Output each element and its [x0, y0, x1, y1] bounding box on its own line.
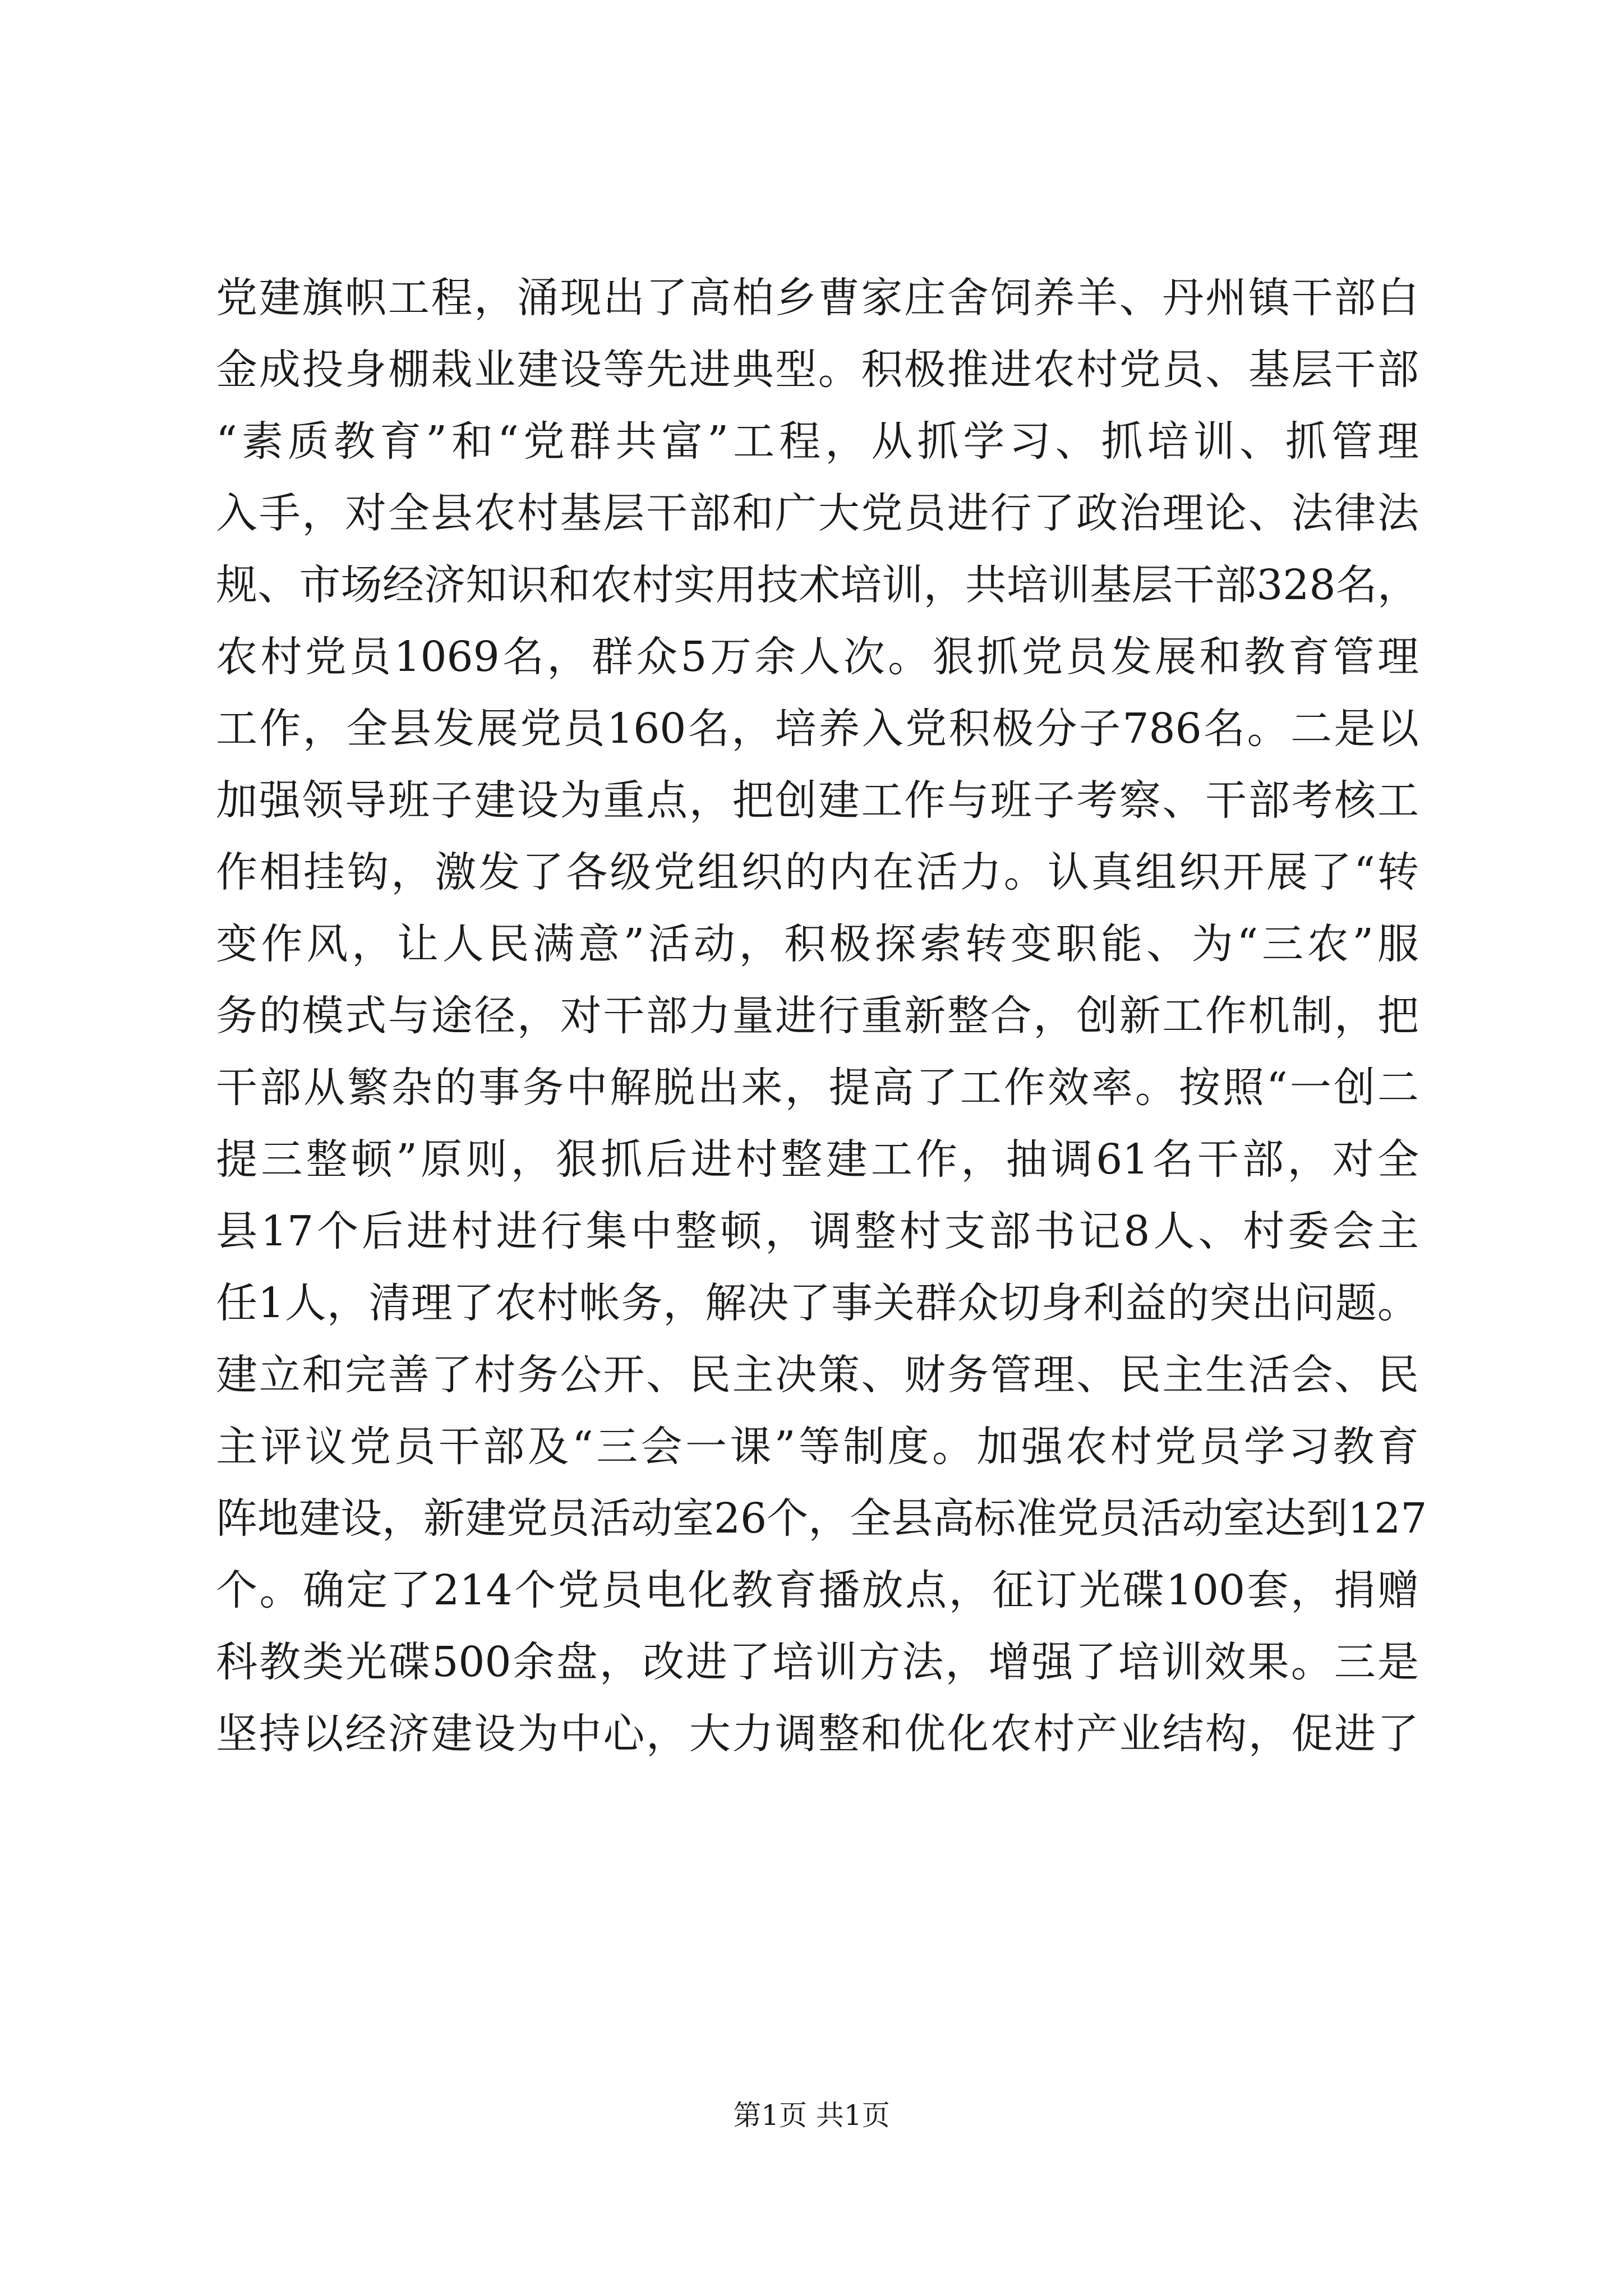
text-line: 作相挂钩，激发了各级党组织的内在活力。认真组织开展了“转	[216, 848, 1419, 896]
text-line: 金成投身棚栽业建设等先进典型。积极推进农村党员、基层干部	[216, 346, 1419, 394]
text-line: 个。确定了214个党员电化教育播放点，征订光碟100套，捐赠	[216, 1566, 1419, 1614]
text-line: 主评议党员干部及“三会一课”等制度。加强农村党员学习教育	[216, 1423, 1419, 1471]
body-text	[216, 262, 1427, 1770]
text-line: “素质教育”和“党群共富”工程，从抓学习、抓培训、抓管理	[216, 417, 1419, 466]
text-line: 干部从繁杂的事务中解脱出来，提高了工作效率。按照“一创二	[216, 1064, 1419, 1112]
text-line: 工作，全县发展党员160名，培养入党积极分子786名。二是以	[216, 705, 1419, 753]
text-line: 坚持以经济建设为中心，大力调整和优化农村产业结构，促进了	[216, 1710, 1419, 1758]
text-line: 入手，对全县农村基层干部和广大党员进行了政治理论、法律法	[216, 489, 1419, 537]
text-line: 科教类光碟500余盘，改进了培训方法，增强了培训效果。三是	[216, 1638, 1419, 1686]
text-line: 党建旗帜工程，涌现出了高柏乡曹家庄舍饲养羊、丹州镇干部白	[216, 274, 1419, 322]
text-line: 建立和完善了村务公开、民主决策、财务管理、民主生活会、民	[216, 1351, 1419, 1399]
page-number-label: 第1页 共1页	[733, 2099, 890, 2132]
text-line: 任1人，清理了农村帐务，解决了事关群众切身利益的突出问题。	[216, 1279, 1419, 1327]
text-line: 阵地建设，新建党员活动室26个，全县高标准党员活动室达到127	[216, 1494, 1427, 1543]
text-line: 县17个后进村进行集中整顿，调整村支部书记8人、村委会主	[216, 1207, 1419, 1255]
text-line: 提三整顿”原则，狠抓后进村整建工作，抽调61名干部，对全	[216, 1135, 1419, 1184]
text-line: 规、市场经济知识和农村实用技术培训，共培训基层干部328名，	[216, 561, 1419, 609]
page-footer	[0, 2096, 1623, 2135]
text-line: 变作风，让人民满意”活动，积极探索转变职能、为“三农”服	[216, 920, 1419, 968]
text-line: 务的模式与途径，对干部力量进行重新整合，创新工作机制，把	[216, 992, 1419, 1040]
text-line: 农村党员1069名，群众5万余人次。狠抓党员发展和教育管理	[216, 633, 1419, 681]
text-line: 加强领导班子建设为重点，把创建工作与班子考察、干部考核工	[216, 776, 1419, 825]
